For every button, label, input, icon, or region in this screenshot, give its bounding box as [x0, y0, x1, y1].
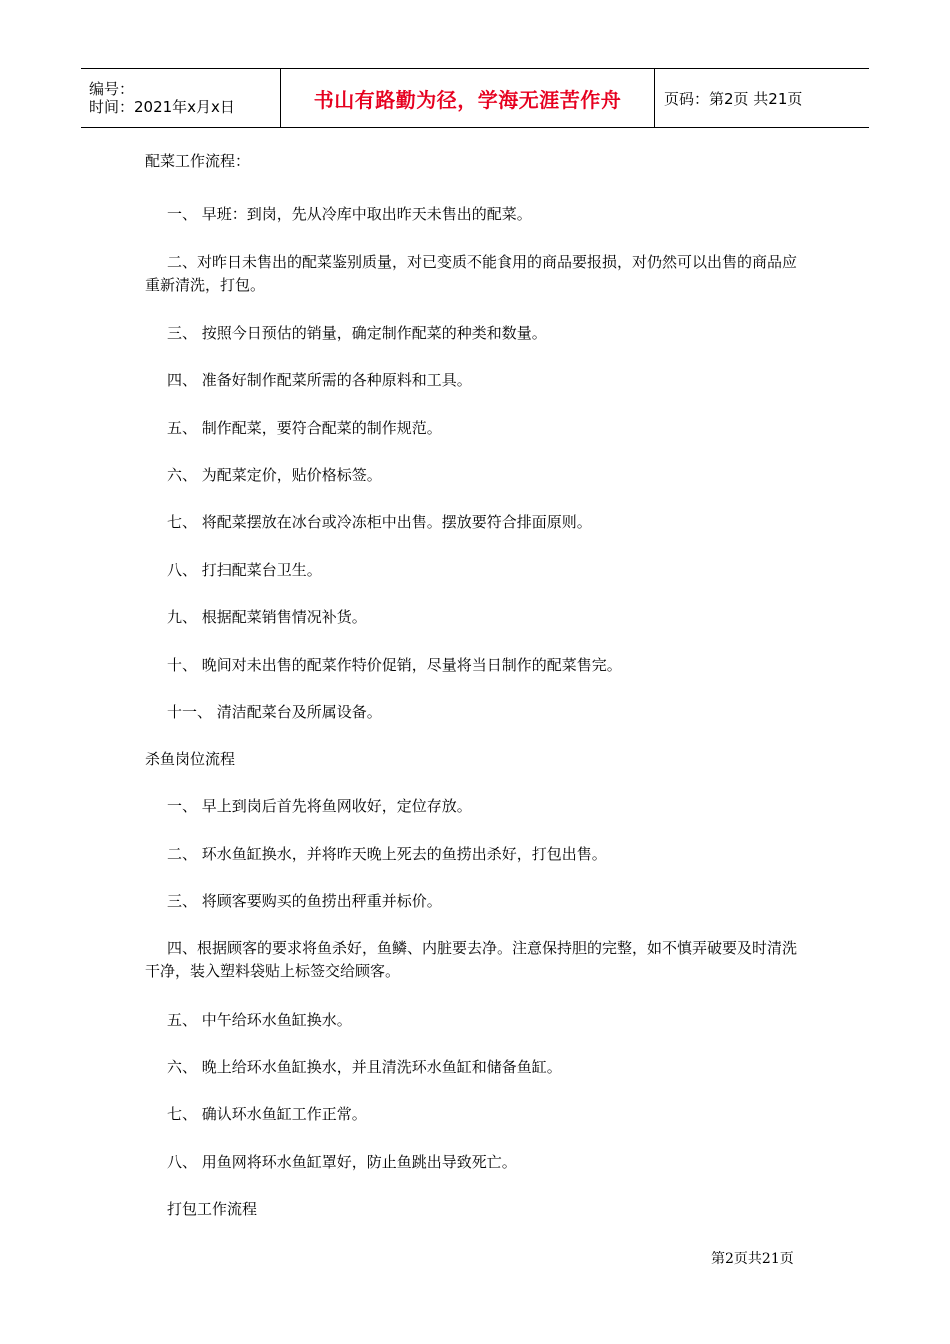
document-time-label: 时间：2021年x月x日 — [89, 98, 235, 116]
paragraph: 八、 用鱼网将环水鱼缸罩好，防止鱼跳出导致死亡。 — [167, 1153, 517, 1171]
paragraph: 十一、 清洁配菜台及所属设备。 — [167, 703, 382, 721]
header-motto: 书山有路勤为径，学海无涯苦作舟 — [281, 69, 655, 127]
paragraph: 三、 将顾客要购买的鱼捞出秤重并标价。 — [167, 892, 442, 910]
paragraph: 五、 中午给环水鱼缸换水。 — [167, 1011, 352, 1029]
paragraph: 二、对昨日未售出的配菜鉴别质量，对已变质不能食用的商品要报损，对仍然可以出售的商品应重新清洗，打包。 — [145, 253, 798, 294]
paragraph: 十、 晚间对未出售的配菜作特价促销，尽量将当日制作的配菜售完。 — [167, 656, 622, 674]
paragraph: 三、 按照今日预估的销量，确定制作配菜的种类和数量。 — [167, 324, 547, 342]
paragraph: 五、 制作配菜，要符合配菜的制作规范。 — [167, 419, 442, 437]
paragraph: 四、根据顾客的要求将鱼杀好，鱼鳞、内脏要去净。注意保持胆的完整，如不慎弄破要及时清洗干净，装入塑料袋贴上标签交给顾客。 — [145, 939, 798, 980]
section-title-dabao: 打包工作流程 — [167, 1200, 258, 1218]
header-meta — [81, 69, 281, 127]
paragraph: 一、 早班：到岗，先从冷库中取出昨天未售出的配菜。 — [167, 205, 532, 223]
paragraph: 六、 为配菜定价，贴价格标签。 — [167, 466, 382, 484]
paragraph: 四、 准备好制作配菜所需的各种原料和工具。 — [167, 371, 472, 389]
paragraph: 九、 根据配菜销售情况补货。 — [167, 608, 367, 626]
paragraph: 八、 打扫配菜台卫生。 — [167, 561, 322, 579]
paragraph: 二、 环水鱼缸换水，并将昨天晚上死去的鱼捞出杀好，打包出售。 — [167, 845, 607, 863]
paragraph: 七、 确认环水鱼缸工作正常。 — [167, 1105, 367, 1123]
paragraph: 一、 早上到岗后首先将鱼网收好，定位存放。 — [167, 797, 472, 815]
document-number-label: 编号： — [89, 80, 135, 98]
page-header — [81, 68, 869, 128]
page-footer: 第2页共21页 — [711, 1251, 794, 1267]
header-page-number: 页码：第2页 共21页 — [664, 89, 803, 108]
paragraph: 七、 将配菜摆放在冰台或冷冻柜中出售。摆放要符合排面原则。 — [167, 513, 592, 531]
section-title-peicai: 配菜工作流程： — [145, 152, 251, 170]
section-title-shayu: 杀鱼岗位流程 — [145, 750, 236, 768]
paragraph: 六、 晚上给环水鱼缸换水，并且清洗环水鱼缸和储备鱼缸。 — [167, 1058, 562, 1076]
